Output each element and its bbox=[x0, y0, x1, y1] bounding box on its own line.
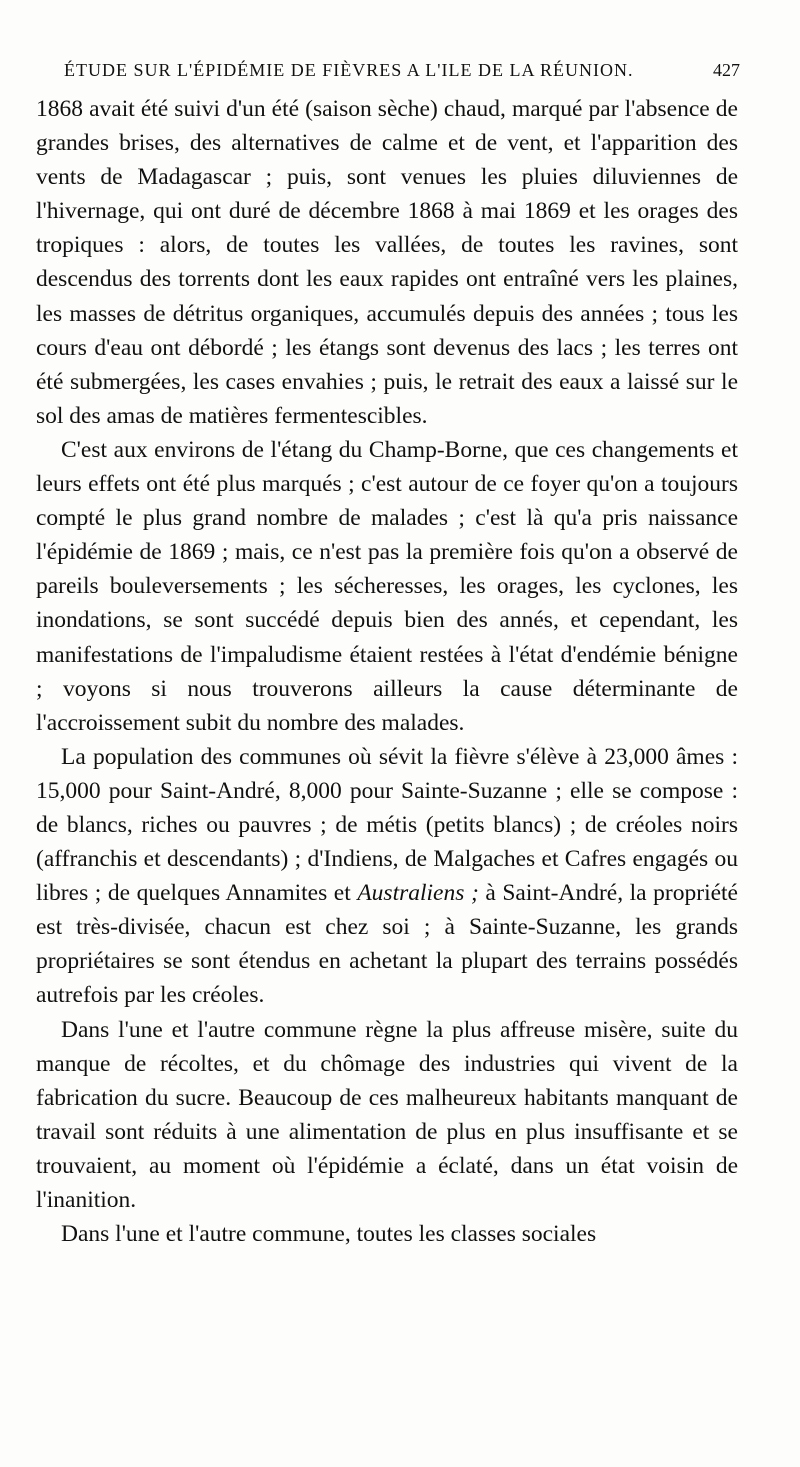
page-number: 427 bbox=[713, 60, 740, 80]
population-text-part-1: La population des communes où sévit la fièvre s'élève à 23,000 âmes : 15,000 pour Saint-André, 8,000 pour Sainte-Suzanne ; elle se compose : de blancs, riches ou pauvres ; de métis (petits blancs) ; de créoles noirs (affranchis et descendants) ; d'Indiens, de Malgaches et Cafres engagés ou libres ; de quelques Annamites et bbox=[36, 743, 738, 907]
running-title: ÉTUDE SUR L'ÉPIDÉMIE DE FIÈVRES A L'ILE DE LA RÉUNION. bbox=[64, 60, 634, 80]
paragraph-champ-borne: C'est aux environs de l'étang du Champ-Borne, que ces changements et leurs effets ont été plus marqués ; c'est autour de ce foyer qu'on a toujours compté le plus grand nombre de malades ; c'est là qu'a pris naissance l'épidémie de 1869 ; mais, ce n'est pas la première fois qu'on a observé de pareils bouleversements ; les sécheresses, les orages, les cyclones, les inondations, se sont succédé depuis bien des annés, et cependant, les manifestations de l'impaludisme étaient restées à l'état d'endémie bénigne ; voyons si nous trouverons ailleurs la cause déterminante de l'accroissement subit du nombre des malades. bbox=[36, 436, 738, 736]
population-text-part-2: à Saint-André, la propriété est très-divisée, chacun est chez soi ; à Sainte-Suzanne, les grands propriétaires se sont étendus en achetant la plupart des terrains possédés autrefois par les créoles. bbox=[36, 880, 738, 1009]
population-text-italic: Australiens ; bbox=[357, 880, 479, 907]
paragraph-continued: 1868 avait été suivi d'un été (saison sèche) chaud, marqué par l'absence de grandes brises, des alternatives de calme et de vent, et l'apparition des vents de Madagascar ; puis, sont venues les pluies diluviennes de l'hivernage, qui ont duré de décembre 1868 à mai 1869 et les orages des tropiques : alors, de toutes les vallées, de toutes les ravines, sont descendus des torrents dont les eaux rapides ont entraîné vers les plaines, les masses de détritus organiques, accumulés depuis des années ; tous les cours d'eau ont débordé ; les étangs sont devenus des lacs ; les terres ont été submergées, les cases envahies ; puis, le retrait des eaux a laissé sur le sol des amas de matières fermentescibles. bbox=[36, 96, 738, 429]
paragraph-social-classes: Dans l'une et l'autre commune, toutes les classes sociales bbox=[61, 1221, 597, 1248]
paragraph-population bbox=[36, 740, 738, 1013]
body-text bbox=[36, 92, 738, 1251]
paragraph-misery: Dans l'une et l'autre commune règne la plus affreuse misère, suite du manque de récoltes, et du chômage des industries qui vivent de la fabrication du sucre. Beaucoup de ces malheureux habitants manquant de travail sont réduits à une alimentation de plus en plus insuffisante et se trouvaient, au moment où l'épidémie a éclaté, dans un état voisin de l'inanition. bbox=[36, 1016, 738, 1213]
page-header bbox=[64, 60, 740, 90]
